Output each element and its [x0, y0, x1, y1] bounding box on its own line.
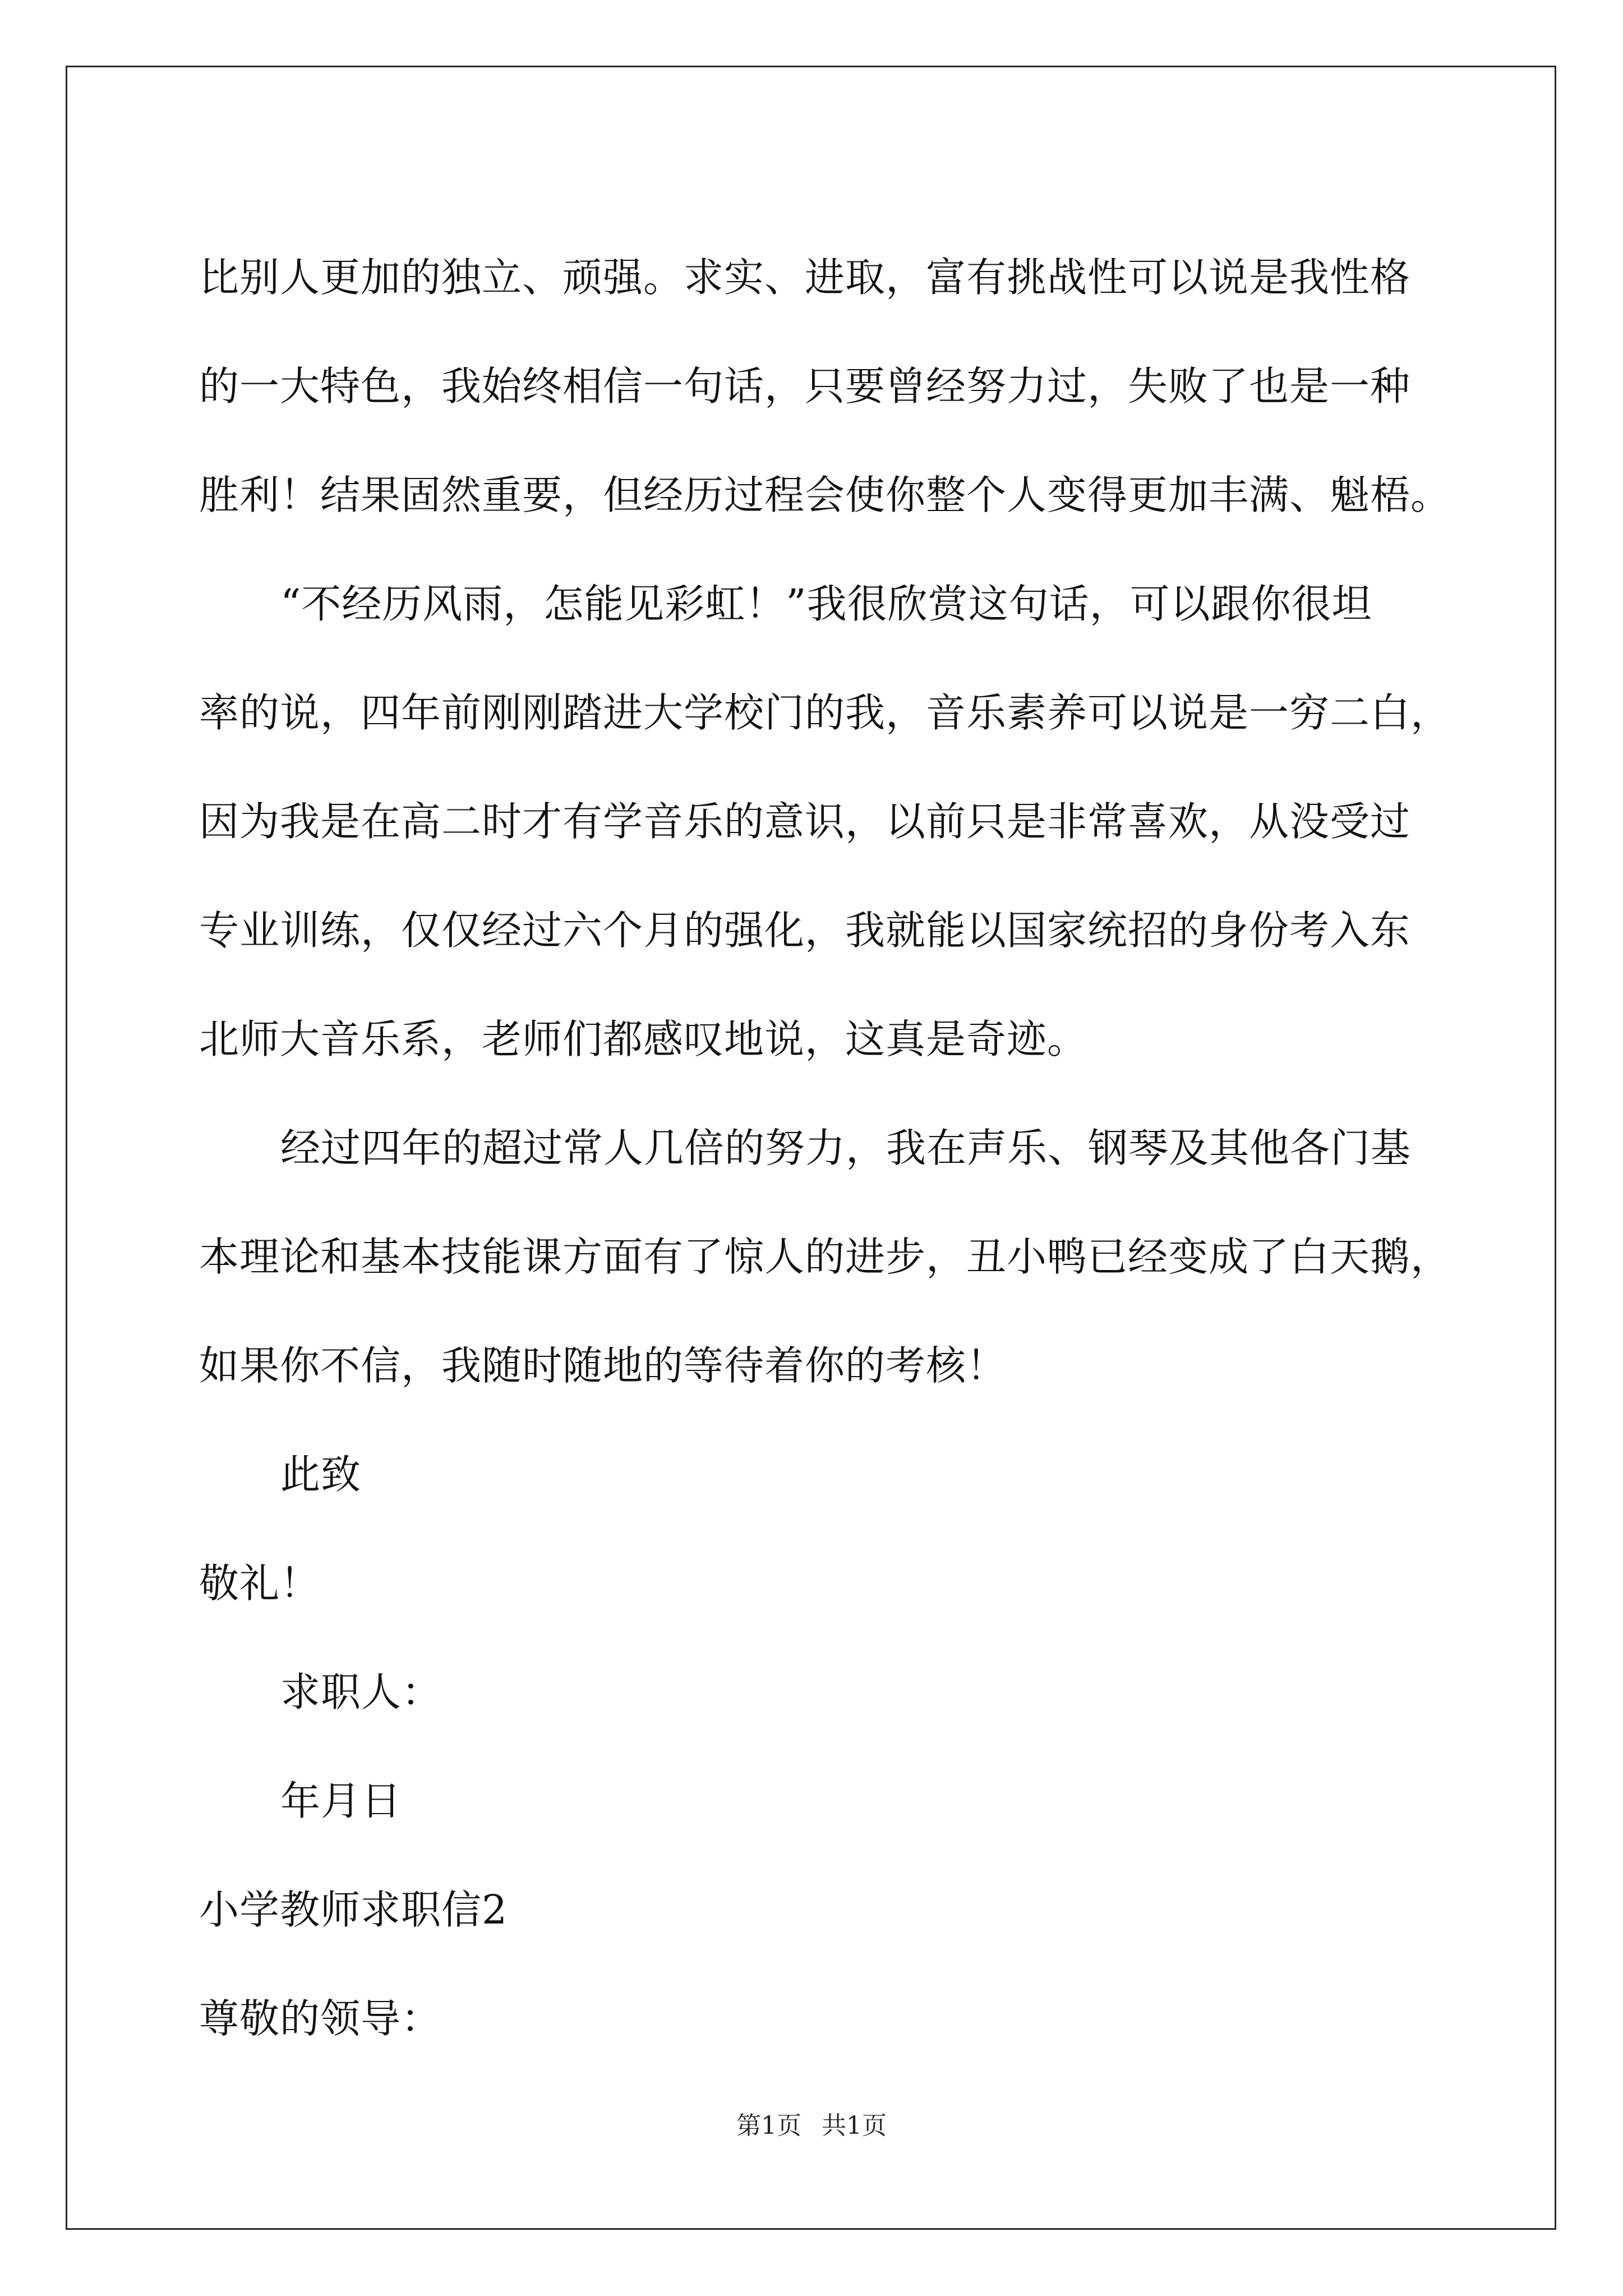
paragraph-line: 的一大特色，我始终相信一句话，只要曾经努力过，失败了也是一种 [199, 363, 1411, 409]
greeting: 尊敬的领导： [199, 1995, 442, 2042]
paragraph-line: 经过四年的超过常人几倍的努力，我在声乐、钢琴及其他各门基 [280, 1125, 1412, 1171]
paragraph-line: 专业训练，仅仅经过六个月的强化，我就能以国家统招的身份考入东 [199, 907, 1411, 954]
paragraph-line: 比别人更加的独立、顽强。求实、进取，富有挑战性可以说是我性格 [199, 254, 1411, 301]
closing-regards: 敬礼！ [199, 1560, 321, 1607]
signature-label: 求职人： [280, 1669, 442, 1715]
date-label: 年月日 [280, 1778, 402, 1824]
paragraph-line: 北师大音乐系，老师们都感叹地说，这真是奇迹。 [199, 1016, 1088, 1062]
paragraph-line: 如果你不信，我随时随地的等待着你的考核！ [199, 1342, 1007, 1389]
paragraph-line: “不经历风雨，怎能见彩虹！”我很欣赏这句话，可以跟你很坦 [280, 581, 1372, 627]
closing-salutation: 此致 [280, 1451, 362, 1498]
letter-body [199, 223, 1451, 2073]
page-footer [0, 2109, 1623, 2143]
paragraph-line: 本理论和基本技能课方面有了惊人的进步，丑小鸭已经变成了白天鹅， [199, 1234, 1451, 1280]
section-title: 小学教师求职信2 [199, 1887, 508, 1933]
paragraph-line: 率的说，四年前刚刚踏进大学校门的我，音乐素养可以说是一穷二白， [199, 689, 1451, 736]
page-number: 第1页 [736, 2111, 801, 2140]
paragraph-line: 因为我是在高二时才有学音乐的意识，以前只是非常喜欢，从没受过 [199, 798, 1411, 845]
page-total: 共1页 [822, 2111, 887, 2140]
paragraph-line: 胜利！结果固然重要，但经历过程会使你整个人变得更加丰满、魁梧。 [199, 472, 1451, 518]
